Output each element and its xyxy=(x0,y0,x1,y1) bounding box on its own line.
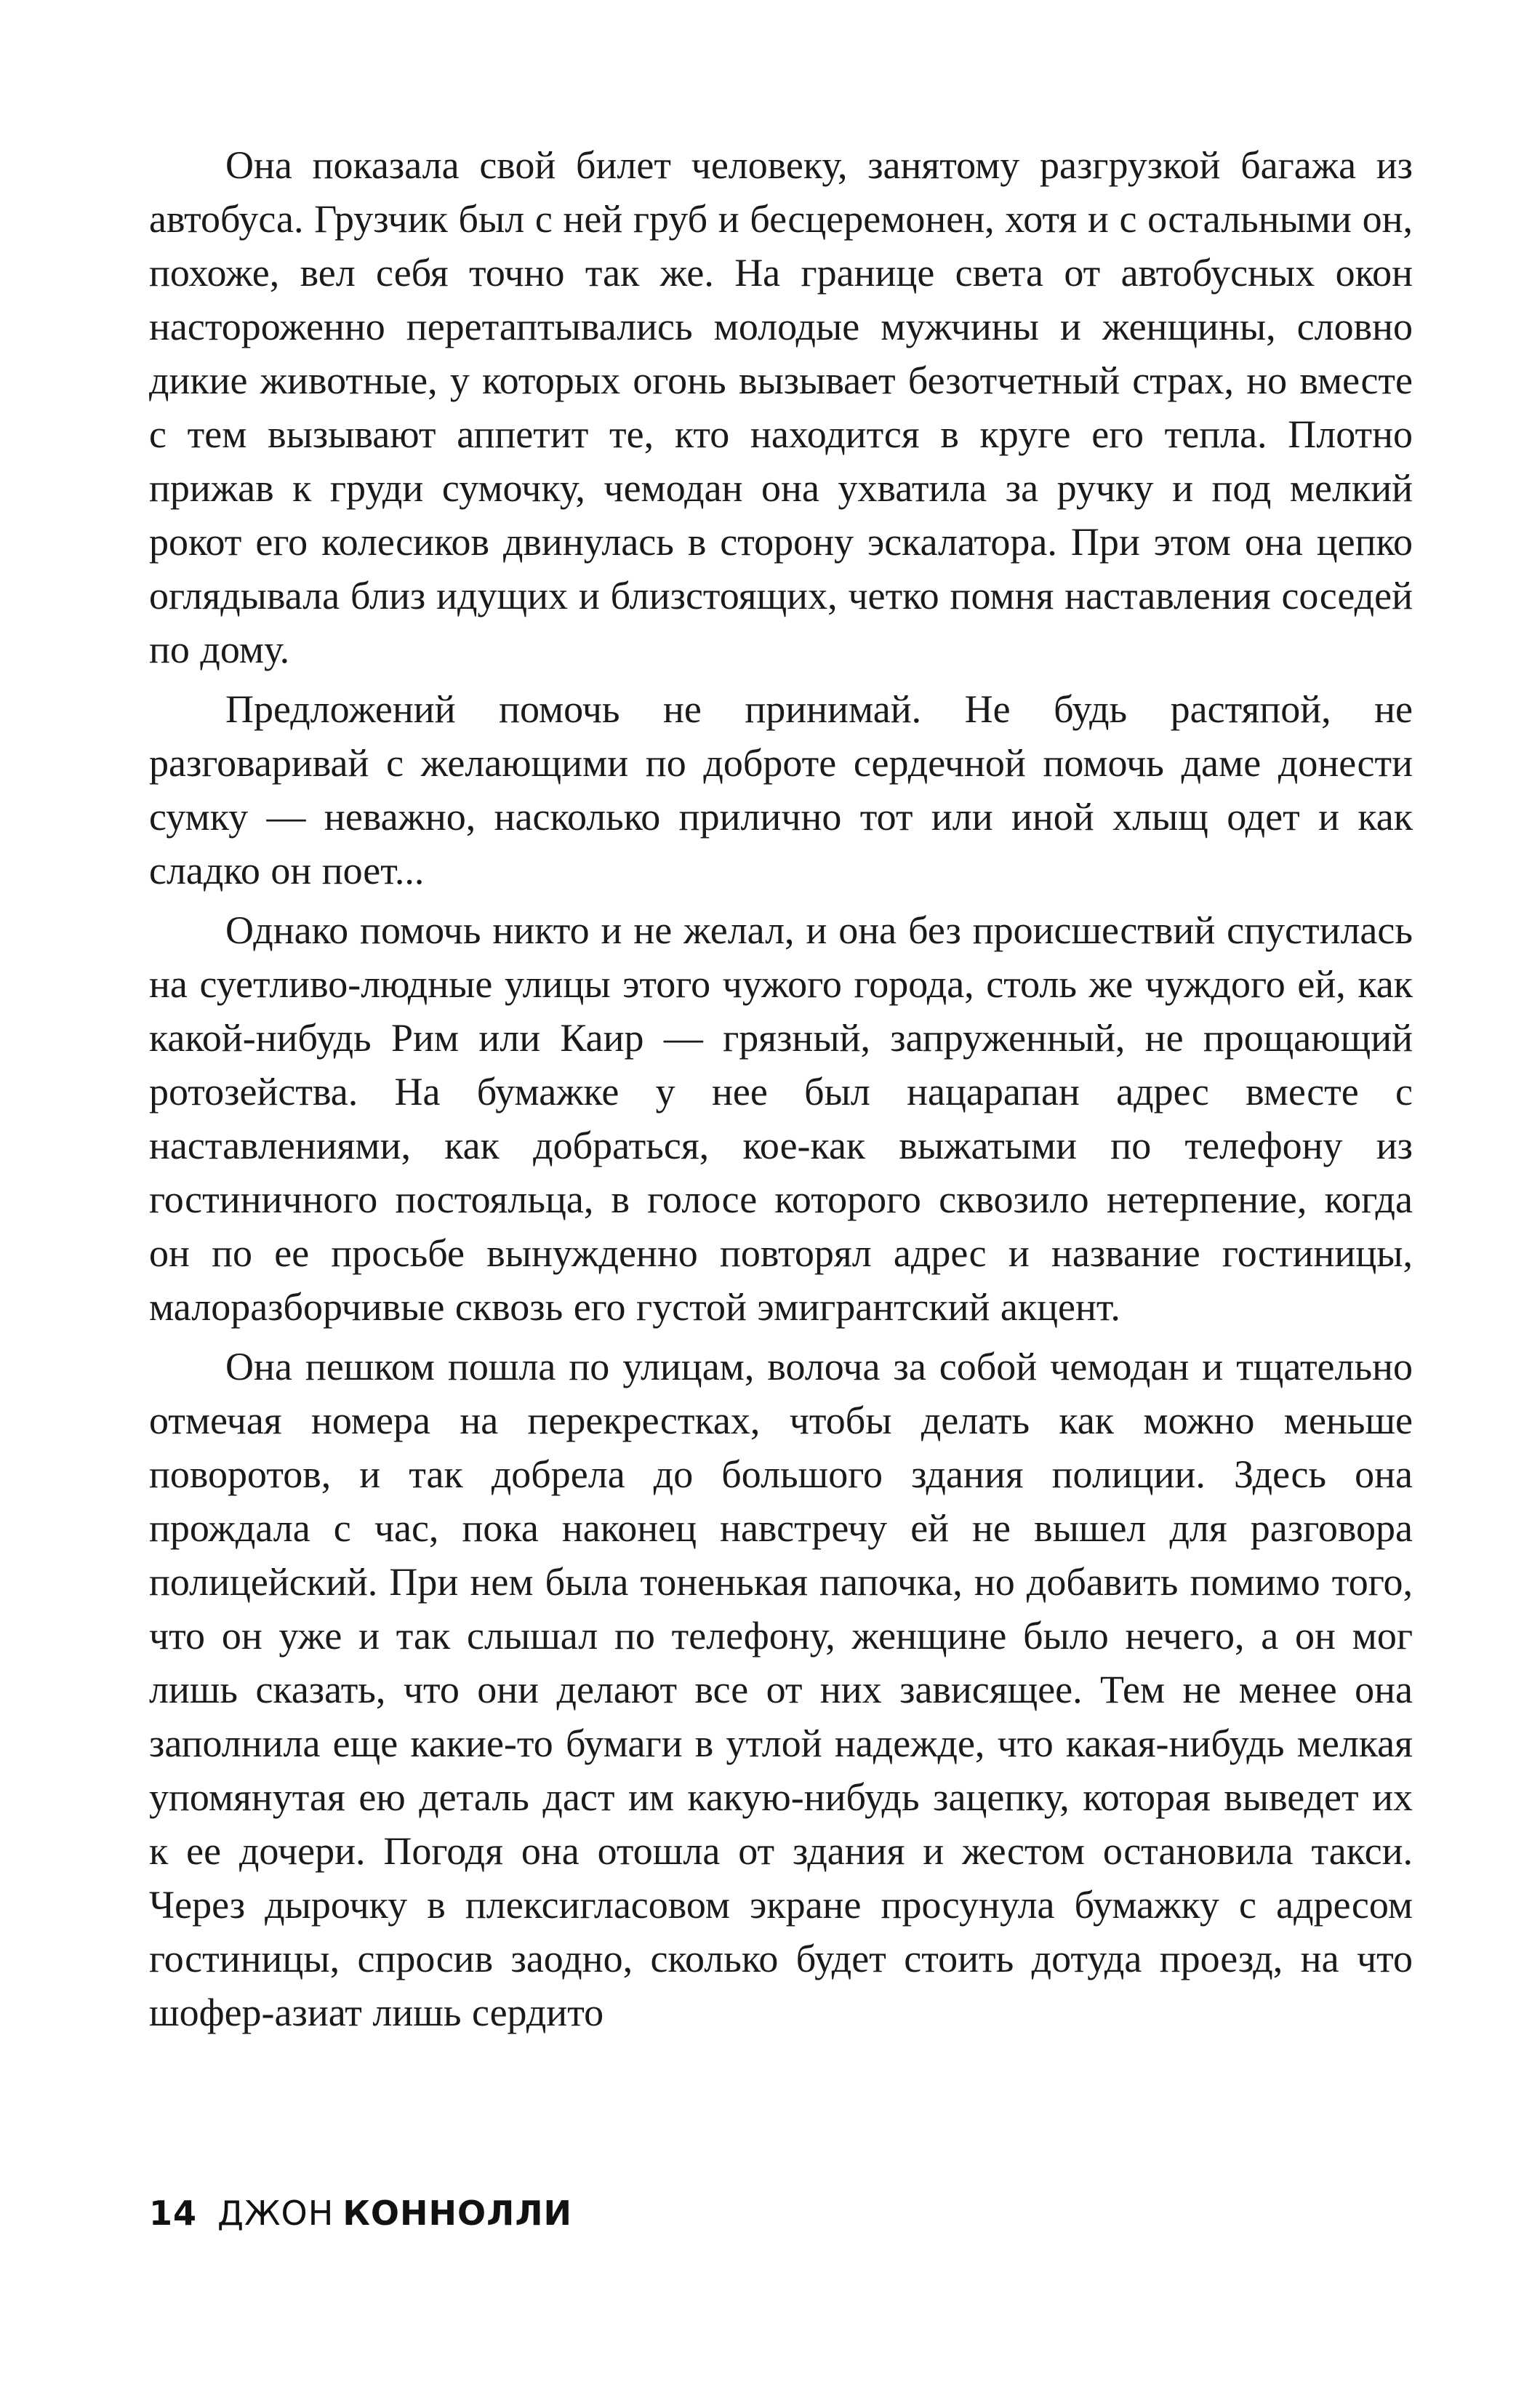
body-text xyxy=(149,138,1413,2045)
author-last-name: КОННОЛЛИ xyxy=(342,2194,573,2233)
paragraph-1: Она показала свой билет человеку, занятому разгрузкой багажа из автобуса. Грузчик был с ней груб и бесцеремонен, хотя и с остальными он, похоже, вел себя точно так же. На границе света от автобусных окон настороженно перетаптывались молодые мужчины и женщины, словно дикие животные, у которых огонь вызывает безотчетный страх, но вместе с тем вызывают аппетит те, кто находится в круге его тепла. Плотно прижав к груди сумочку, чемодан она ухватила за ручку и под мелкий рокот его колесиков двинулась в сторону эскалатора. При этом она цепко оглядывала близ идущих и близстоящих, четко помня наставления соседей по дому. xyxy=(149,143,1413,671)
running-footer xyxy=(149,2194,572,2237)
paragraph-2: Предложений помочь не принимай. Не будь растяпой, не разговаривай с желающими по доброте сердечной помочь даме донести сумку — неважно, насколько прилично тот или иной хлыщ одет и как сладко он поет... xyxy=(149,687,1413,892)
paragraph-4: Она пешком пошла по улицам, волоча за собой чемодан и тщательно отмечая номера на перекрестках, чтобы делать как можно меньше поворотов, и так добрела до большого здания полиции. Здесь она прождала с час, пока наконец навстречу ей не вышел для разговора полицейский. При нем была тоненькая папочка, но добавить помимо того, что он уже и так слышал по телефону, женщине было нечего, а он мог лишь сказать, что они делают все от них зависящее. Тем не менее она заполнила еще какие-то бумаги в утлой надежде, что какая-нибудь мелкая упомянутая ею деталь даст им какую-нибудь зацепку, которая выведет их к ее дочери. Погодя она отошла от здания и жестом остановила такси. Через дырочку в плексигласовом экране просунула бумажку с адресом гостиницы, спросив заодно, сколько будет стоить дотуда проезд, на что шофер-азиат лишь сердито xyxy=(149,1345,1413,2034)
paragraph-3: Однако помочь никто и не желал, и она без происшествий спустилась на суетливо-людные улицы этого чужого города, столь же чуждого ей, как какой-нибудь Рим или Каир — грязный, запруженный, не прощающий ротозейства. На бумажке у нее был нацарапан адрес вместе с наставлениями, как добраться, кое-как выжатыми по телефону из гостиничного постояльца, в голосе которого сквозило нетерпение, когда он по ее просьбе вынужденно повторял адрес и название гостиницы, малоразборчивые сквозь его густой эмигрантский акцент. xyxy=(149,908,1413,1329)
page-number: 14 xyxy=(149,2194,198,2233)
author-first-name: ДЖОН xyxy=(217,2194,334,2233)
